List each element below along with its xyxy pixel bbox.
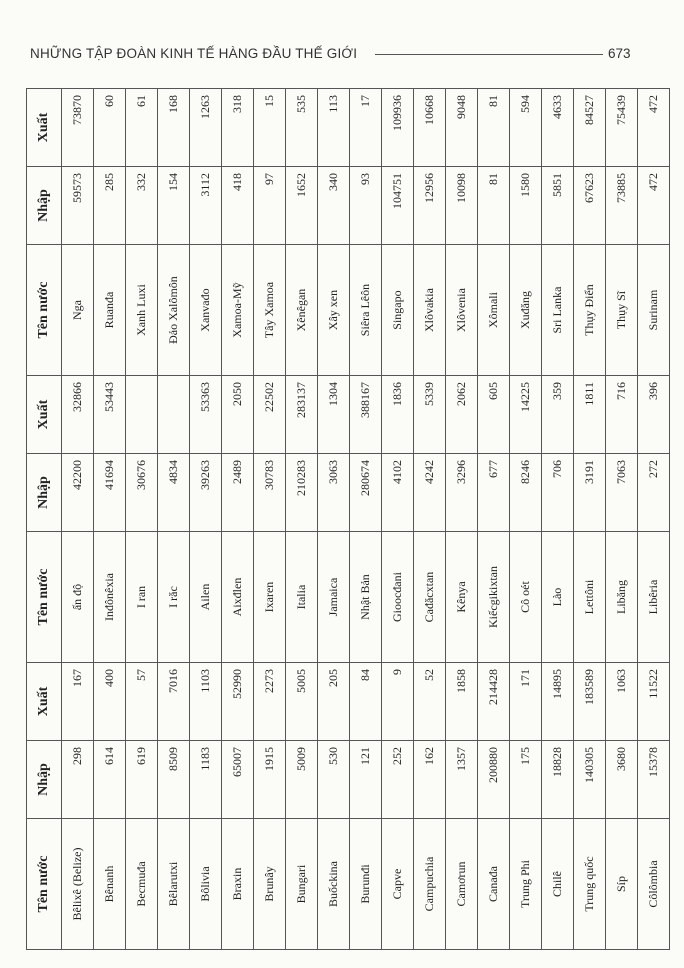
country-cell: Xanh Luxi: [126, 245, 158, 376]
import-cell: 3112: [190, 167, 222, 245]
country-cell: Thụy Sĩ: [606, 245, 638, 376]
country-cell: Kênya: [446, 532, 478, 663]
import-cell: 210283: [286, 454, 318, 532]
country-cell: Nhật Bản: [350, 532, 382, 663]
country-cell: Xlôvenia: [446, 245, 478, 376]
import-cell: 30783: [254, 454, 286, 532]
country-cell: Xamoa-Mỹ: [222, 245, 254, 376]
column-header-import: Nhập: [27, 167, 62, 245]
table-row: [638, 89, 670, 950]
table-row: [382, 89, 414, 950]
import-cell: 42200: [62, 454, 94, 532]
column-header-export: Xuất: [27, 376, 62, 454]
table-row: [510, 89, 542, 950]
import-cell: 5851: [542, 167, 574, 245]
header-rule: [375, 54, 603, 55]
export-cell: 1858: [446, 663, 478, 741]
import-cell: 1652: [286, 167, 318, 245]
country-cell: Libăng: [606, 532, 638, 663]
country-cell: Cô oét: [510, 532, 542, 663]
country-cell: Chilê: [542, 818, 574, 949]
import-cell: 67623: [574, 167, 606, 245]
import-cell: 4102: [382, 454, 414, 532]
column-header-import: Nhập: [27, 454, 62, 532]
import-cell: 4834: [158, 454, 190, 532]
country-cell: Singapo: [382, 245, 414, 376]
export-cell: 22502: [254, 376, 286, 454]
column-header-export: Xuất: [27, 663, 62, 741]
export-cell: 17: [350, 89, 382, 167]
import-cell: 4242: [414, 454, 446, 532]
import-cell: 1183: [190, 741, 222, 819]
column-header-country: Tên nước: [27, 818, 62, 949]
import-cell: 73885: [606, 167, 638, 245]
import-cell: 1357: [446, 741, 478, 819]
export-cell: 167: [62, 663, 94, 741]
country-cell: Lào: [542, 532, 574, 663]
country-cell: Becmuđa: [126, 818, 158, 949]
table-row: [126, 89, 158, 950]
country-cell: Xuđăng: [510, 245, 542, 376]
country-cell: Italia: [286, 532, 318, 663]
export-cell: 61: [126, 89, 158, 167]
country-cell: Gioocđani: [382, 532, 414, 663]
import-cell: 97: [254, 167, 286, 245]
running-title: NHỮNG TẬP ĐOÀN KINH TẾ HÀNG ĐẦU THẾ GIỚI: [30, 46, 358, 61]
country-cell: Bêlixê (Belize): [62, 818, 94, 949]
country-cell: Bêlarutxi: [158, 818, 190, 949]
export-cell: 318: [222, 89, 254, 167]
table-row: [190, 89, 222, 950]
country-cell: Xây xen: [318, 245, 350, 376]
table-row: [94, 89, 126, 950]
export-cell: 9048: [446, 89, 478, 167]
column-header-export: Xuất: [27, 89, 62, 167]
import-cell: 81: [478, 167, 510, 245]
export-cell: 14895: [542, 663, 574, 741]
country-cell: Jamaica: [318, 532, 350, 663]
import-cell: 614: [94, 741, 126, 819]
country-cell: Ruanđa: [94, 245, 126, 376]
export-cell: 4633: [542, 89, 574, 167]
export-cell: 75439: [606, 89, 638, 167]
export-cell: 716: [606, 376, 638, 454]
import-cell: 10098: [446, 167, 478, 245]
export-cell: 2273: [254, 663, 286, 741]
export-cell: 7016: [158, 663, 190, 741]
export-cell: 1304: [318, 376, 350, 454]
import-cell: 706: [542, 454, 574, 532]
import-cell: 104751: [382, 167, 414, 245]
export-cell: 2050: [222, 376, 254, 454]
export-cell: 84: [350, 663, 382, 741]
export-cell: 400: [94, 663, 126, 741]
import-cell: 12956: [414, 167, 446, 245]
export-cell: 57: [126, 663, 158, 741]
export-cell: 52: [414, 663, 446, 741]
export-cell: 594: [510, 89, 542, 167]
export-cell: 205: [318, 663, 350, 741]
column-header-import: Nhập: [27, 741, 62, 819]
import-cell: 472: [638, 167, 670, 245]
country-cell: Surinam: [638, 245, 670, 376]
export-cell: 183589: [574, 663, 606, 741]
export-cell: 472: [638, 89, 670, 167]
table-row: [318, 89, 350, 950]
import-cell: 8509: [158, 741, 190, 819]
country-cell: Capve: [382, 818, 414, 949]
import-cell: 162: [414, 741, 446, 819]
import-cell: 65007: [222, 741, 254, 819]
export-cell: 73870: [62, 89, 94, 167]
export-cell: 14225: [510, 376, 542, 454]
import-cell: 332: [126, 167, 158, 245]
table-header-row: [27, 89, 62, 950]
import-cell: 272: [638, 454, 670, 532]
country-cell: Kiếcgikixtan: [478, 532, 510, 663]
import-cell: 1915: [254, 741, 286, 819]
import-cell: 39263: [190, 454, 222, 532]
export-cell: [158, 376, 190, 454]
table-row: [286, 89, 318, 950]
import-cell: 3063: [318, 454, 350, 532]
import-cell: 285: [94, 167, 126, 245]
export-cell: 109936: [382, 89, 414, 167]
import-cell: 30676: [126, 454, 158, 532]
table-row: [222, 89, 254, 950]
export-cell: 171: [510, 663, 542, 741]
country-cell: Síp: [606, 818, 638, 949]
country-cell: Bungari: [286, 818, 318, 949]
export-cell: 9: [382, 663, 414, 741]
import-cell: 340: [318, 167, 350, 245]
export-cell: 53443: [94, 376, 126, 454]
export-cell: 10668: [414, 89, 446, 167]
country-cell: Bênanh: [94, 818, 126, 949]
country-cell: Braxin: [222, 818, 254, 949]
import-cell: 1580: [510, 167, 542, 245]
import-cell: 8246: [510, 454, 542, 532]
export-cell: 2062: [446, 376, 478, 454]
table-row: [158, 89, 190, 950]
page-number: 673: [608, 46, 631, 61]
import-cell: 3680: [606, 741, 638, 819]
table-row: [574, 89, 606, 950]
column-header-country: Tên nước: [27, 245, 62, 376]
country-cell: Côlômbia: [638, 818, 670, 949]
import-cell: 200880: [478, 741, 510, 819]
import-cell: 530: [318, 741, 350, 819]
import-cell: 15378: [638, 741, 670, 819]
export-cell: 53363: [190, 376, 222, 454]
export-cell: 84527: [574, 89, 606, 167]
export-cell: 113: [318, 89, 350, 167]
export-cell: 535: [286, 89, 318, 167]
export-cell: 5005: [286, 663, 318, 741]
country-cell: Tây Xamoa: [254, 245, 286, 376]
country-cell: Cađăcxtan: [414, 532, 446, 663]
country-cell: Burunđi: [350, 818, 382, 949]
import-cell: 298: [62, 741, 94, 819]
export-cell: 1263: [190, 89, 222, 167]
country-cell: Trung Phi: [510, 818, 542, 949]
country-cell: Ixaren: [254, 532, 286, 663]
export-cell: 60: [94, 89, 126, 167]
country-cell: Sri Lanka: [542, 245, 574, 376]
export-cell: 52990: [222, 663, 254, 741]
table-row: [446, 89, 478, 950]
export-cell: 1811: [574, 376, 606, 454]
import-cell: 175: [510, 741, 542, 819]
country-cell: Xômali: [478, 245, 510, 376]
export-cell: 1063: [606, 663, 638, 741]
country-cell: Thụy Điển: [574, 245, 606, 376]
export-cell: 168: [158, 89, 190, 167]
import-cell: 2489: [222, 454, 254, 532]
export-cell: 11522: [638, 663, 670, 741]
import-cell: 41694: [94, 454, 126, 532]
import-cell: 140305: [574, 741, 606, 819]
export-cell: 388167: [350, 376, 382, 454]
country-cell: Ailen: [190, 532, 222, 663]
import-cell: 252: [382, 741, 414, 819]
import-cell: 418: [222, 167, 254, 245]
import-cell: 3296: [446, 454, 478, 532]
table-row: [414, 89, 446, 950]
rotated-table-wrapper: [26, 88, 660, 950]
import-cell: 3191: [574, 454, 606, 532]
country-cell: Buốckina: [318, 818, 350, 949]
country-cell: Camơrun: [446, 818, 478, 949]
country-cell: Xlôvakia: [414, 245, 446, 376]
country-cell: I răc: [158, 532, 190, 663]
table-row: [606, 89, 638, 950]
table-row: [254, 89, 286, 950]
import-cell: 93: [350, 167, 382, 245]
export-cell: 1103: [190, 663, 222, 741]
country-cell: Xênêgan: [286, 245, 318, 376]
import-cell: 121: [350, 741, 382, 819]
import-cell: 619: [126, 741, 158, 819]
table-row: [478, 89, 510, 950]
export-cell: 359: [542, 376, 574, 454]
country-cell: Siêra Lêôn: [350, 245, 382, 376]
country-cell: Trung quốc: [574, 818, 606, 949]
export-cell: 81: [478, 89, 510, 167]
country-cell: Xanvađo: [190, 245, 222, 376]
export-cell: 32866: [62, 376, 94, 454]
country-cell: Libêria: [638, 532, 670, 663]
country-cell: Canađa: [478, 818, 510, 949]
country-cell: Campuchia: [414, 818, 446, 949]
export-cell: [126, 376, 158, 454]
import-cell: 154: [158, 167, 190, 245]
trade-table: [26, 88, 670, 950]
export-cell: 214428: [478, 663, 510, 741]
table-row: [542, 89, 574, 950]
column-header-country: Tên nước: [27, 532, 62, 663]
country-cell: ấn độ: [62, 532, 94, 663]
import-cell: 5009: [286, 741, 318, 819]
rotated-table-area: [26, 88, 660, 950]
export-cell: 1836: [382, 376, 414, 454]
country-cell: Brunây: [254, 818, 286, 949]
import-cell: 280674: [350, 454, 382, 532]
import-cell: 677: [478, 454, 510, 532]
country-cell: I ran: [126, 532, 158, 663]
country-cell: Lettôni: [574, 532, 606, 663]
country-cell: Aixđlen: [222, 532, 254, 663]
table-body: [62, 89, 670, 950]
country-cell: Đảo Xalômôn: [158, 245, 190, 376]
import-cell: 59573: [62, 167, 94, 245]
export-cell: 605: [478, 376, 510, 454]
import-cell: 7063: [606, 454, 638, 532]
running-header: [30, 42, 630, 68]
export-cell: 15: [254, 89, 286, 167]
export-cell: 5339: [414, 376, 446, 454]
table-row: [350, 89, 382, 950]
country-cell: Nga: [62, 245, 94, 376]
import-cell: 18828: [542, 741, 574, 819]
country-cell: Bôlivia: [190, 818, 222, 949]
country-cell: Inđônêxia: [94, 532, 126, 663]
table-row: [62, 89, 94, 950]
export-cell: 283137: [286, 376, 318, 454]
export-cell: 396: [638, 376, 670, 454]
